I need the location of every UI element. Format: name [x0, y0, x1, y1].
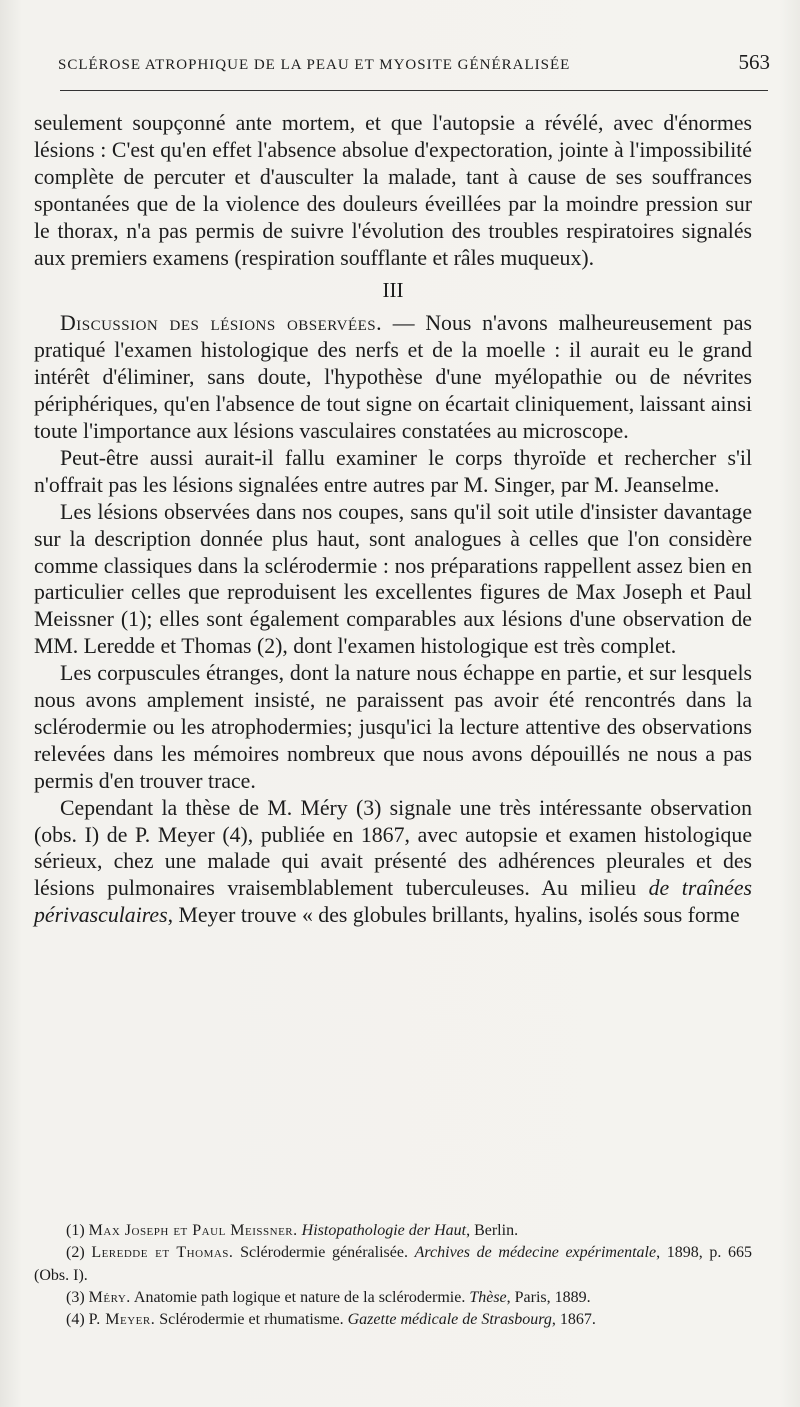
paragraph-2-text: — Nous n'avons malheureusement pas pratiqué l'examen histologique des nerfs et de la moelle : il aurait eu le grand intérêt d'éliminer, sans doute, l'hypothèse d'une myélopathie ou de névrites périphériques, qu'en l'absence de tout signe on écartait cliniquement, laissant ainsi toute l'importance aux lésions vasculaires constatées au microscope.: [34, 311, 752, 443]
running-title: SCLÉROSE ATROPHIQUE DE LA PEAU ET MYOSITE GÉNÉRALISÉE: [58, 57, 571, 73]
page-number: 563: [738, 50, 770, 74]
paragraph-6: [34, 795, 752, 930]
footnote-text: , Paris, 1889.: [506, 1288, 591, 1306]
footnote-author: Max Joseph et Paul Meissner.: [88, 1222, 298, 1239]
paragraph-6-start: Cependant la thèse de M. Méry (3) signale une très intéressante observation (obs. I) de P. Meyer (4), publiée en 1867, avec autopsie et examen histologique sérieux, chez une malade qui avait présenté des adhérences pleurales et des lésions pulmonaires vraisemblablement tuberculeuses. Au milieu: [34, 795, 752, 901]
body-text: [34, 110, 752, 929]
section-number: III: [382, 278, 404, 303]
paragraph-2: [34, 310, 752, 445]
footnote-title: Thèse: [469, 1288, 507, 1306]
footnote-mark: (3): [66, 1288, 89, 1306]
section-heading: Discussion des lésions observées.: [60, 311, 383, 336]
footnotes: [34, 1220, 752, 1331]
footnote-mark: (4): [66, 1311, 89, 1329]
footnote-text: Sclérodermie généralisée.: [233, 1244, 415, 1262]
footnote-mark: (1): [66, 1222, 89, 1239]
running-head: [58, 50, 770, 75]
footnote-text: , 1867.: [551, 1311, 596, 1329]
footnote-3: [34, 1287, 752, 1309]
paragraph-1: seulement soupçonné ante mortem, et que l'autopsie a révélé, avec d'énormes lésions : C'est qu'en effet l'absence absolue d'expectoration, jointe à l'impossibilité complète de percuter et d'ausculter la malade, tant à cause de ses souffrances spontanées que de la violence des douleurs éveillées par la moindre pression sur le thorax, n'a pas permis de suivre l'évolution des troubles respiratoires signalés aux premiers examens (respiration soufflante et râles muqueux).: [34, 111, 752, 270]
footnote-text: , 1898, p. 665 (Obs. I).: [34, 1244, 753, 1284]
paragraph-4: Les lésions observées dans nos coupes, sans qu'il soit utile d'insister davantage sur la description donnée plus haut, sont analogues à celles que l'on considère comme classiques dans la sclérodermie : nos préparations rappellent assez bien en particulier celles que reproduisent les excellentes figures de Max Joseph et Paul Meissner (1); elles sont également comparables aux lésions d'une observation de MM. Leredde et Thomas (2), dont l'examen histologique est très complet.: [34, 499, 752, 659]
footnote-title: Histopathologie der Haut: [301, 1222, 467, 1239]
footnote-text: , Berlin.: [466, 1222, 519, 1239]
paragraph-3: Peut-être aussi aurait-il fallu examiner le corps thyroïde et rechercher s'il n'offrait pas les lésions signalées entre autres par M. Singer, par M. Jeanselme.: [34, 445, 752, 497]
footnote-author: Leredde et Thomas.: [91, 1244, 234, 1262]
footnote-2: [34, 1242, 752, 1287]
footnote-text: Anatomie path logique et nature de la sclérodermie.: [130, 1288, 470, 1306]
footnote-text: Sclérodermie et rhumatisme.: [155, 1311, 348, 1329]
paragraph-6-italic: de traînées périvasculaires: [34, 876, 753, 928]
footnote-title: Gazette médicale de Strasbourg: [347, 1311, 552, 1329]
footnote-title: Archives de médecine expérimentale: [414, 1244, 657, 1262]
paragraph-5: Les corpuscules étranges, dont la nature nous échappe en partie, et sur lesquels nous avons amplement insisté, ne paraissent pas avoir été rencontrés dans la sclérodermie ou les atrophodermies; jusqu'ici la lecture attentive des observations relevées dans les mémoires nombreux que nous avons dépouillés ne nous a pas permis d'en trouver trace.: [34, 661, 752, 793]
footnote-author: Méry.: [88, 1288, 131, 1306]
footnote-mark: (2): [66, 1244, 92, 1262]
header-rule: [60, 90, 768, 91]
footnote-4: [34, 1309, 752, 1331]
paragraph-6-end: , Meyer trouve « des globules brillants, hyalins, isolés sous forme: [167, 903, 740, 928]
footnote-1: [34, 1220, 752, 1242]
footnote-author: P. Meyer.: [88, 1311, 156, 1329]
